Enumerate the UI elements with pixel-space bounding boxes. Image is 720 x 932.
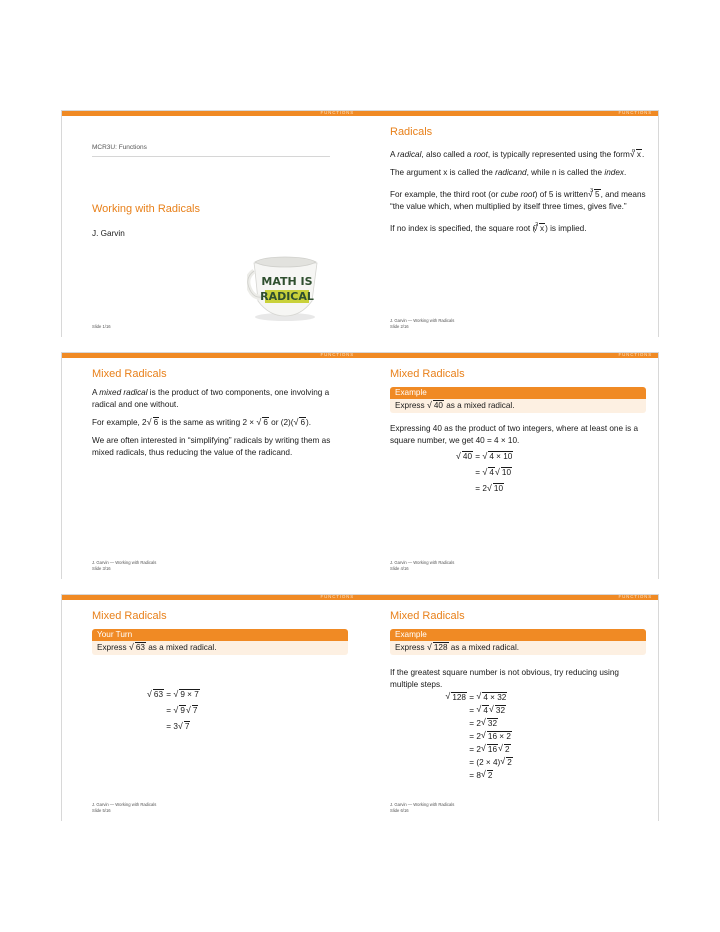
equation-row: = √ 9√ 7 bbox=[142, 703, 200, 719]
author: J. Garvin bbox=[92, 229, 125, 238]
your-turn-block bbox=[92, 629, 348, 655]
slide-6 bbox=[360, 594, 659, 821]
mug-text-line-2: RADICAL bbox=[260, 290, 314, 303]
slide-5 bbox=[61, 594, 360, 821]
equation-row: = √ 4√ 10 bbox=[451, 465, 513, 481]
slide-2 bbox=[360, 110, 659, 337]
presentation-title: Working with Radicals bbox=[92, 203, 201, 215]
slide-title: Mixed Radicals bbox=[92, 368, 167, 380]
slide-3 bbox=[61, 352, 360, 579]
slide-body bbox=[92, 387, 348, 465]
equation-row: = 2√ 10 bbox=[451, 481, 513, 497]
paragraph: Expressing 40 as the product of two integers, where at least one is a square number, we get 40 = 4 × 10. bbox=[390, 424, 639, 445]
equation-row: √ 128 = √ 4 × 32 bbox=[441, 691, 513, 704]
equation-row: = 2√ 16 × 2 bbox=[441, 730, 513, 743]
header-bar: FUNCTIONS bbox=[360, 595, 658, 600]
equation-row: = 8√ 2 bbox=[441, 769, 513, 782]
equation-block bbox=[142, 687, 200, 735]
equation-row: √ 63 = √ 9 × 7 bbox=[142, 687, 200, 703]
equation-row: = 3√ 7 bbox=[142, 719, 200, 735]
slide-footer: J. Garvin — Working with Radicals Slide 2/16 bbox=[390, 318, 455, 329]
paragraph: We are often interested in “simplifying” radicals by writing them as mixed radicals, thus reducing the value of the radicand. bbox=[92, 436, 331, 457]
equation-row: = 2√ 16√ 2 bbox=[441, 743, 513, 756]
paragraph: For example, the third root (or cube root) of 5 is written $^3$√ 5, and means “the value which, when multiplied by itself three times, gives five.” bbox=[390, 185, 646, 213]
your-turn-block-title: Your Turn bbox=[92, 629, 348, 641]
slide-4 bbox=[360, 352, 659, 579]
example-block-body: Express √ 40 as a mixed radical. bbox=[390, 399, 646, 413]
example-block-body: Express √ 128 as a mixed radical. bbox=[390, 641, 646, 655]
header-bar: FUNCTIONS bbox=[62, 353, 360, 358]
slide-title: Radicals bbox=[390, 126, 433, 138]
equation-row: = √ 4√ 32 bbox=[441, 704, 513, 717]
slide-body bbox=[390, 667, 646, 697]
header-bar: FUNCTIONS bbox=[360, 111, 658, 116]
slide-1 bbox=[61, 110, 360, 337]
example-block-title: Example bbox=[390, 387, 646, 399]
slide-footer: J. Garvin — Working with Radicals Slide 6/16 bbox=[390, 802, 455, 813]
math-is-radical-mug-image bbox=[247, 246, 323, 322]
example-block bbox=[390, 629, 646, 655]
paragraph: A radical, also called a root, is typically represented using the form $^n$√ x. bbox=[390, 145, 646, 161]
equation-row: √ 40 = √ 4 × 10 bbox=[451, 449, 513, 465]
example-block bbox=[390, 387, 646, 413]
paragraph: If no index is specified, the square root ($^2$√ x) is implied. bbox=[390, 219, 646, 235]
header-bar: FUNCTIONS bbox=[360, 353, 658, 358]
equation-block bbox=[451, 449, 513, 497]
divider bbox=[92, 156, 330, 157]
slide-body bbox=[390, 423, 646, 453]
slide-title: Mixed Radicals bbox=[390, 368, 465, 380]
slide-body bbox=[390, 145, 646, 241]
paragraph: The argument x is called the radicand, while n is called the index. bbox=[390, 168, 627, 177]
slide-footer: Slide 1/16 bbox=[92, 323, 111, 329]
slide-title: Mixed Radicals bbox=[390, 610, 465, 622]
equation-row: = (2 × 4)√ 2 bbox=[441, 756, 513, 769]
equation-row: = 2√ 32 bbox=[441, 717, 513, 730]
course-label: MCR3U: Functions bbox=[92, 144, 147, 151]
paragraph: A mixed radical is the product of two components, one involving a radical and one without. bbox=[92, 388, 330, 409]
example-block-title: Example bbox=[390, 629, 646, 641]
slide-footer: J. Garvin — Working with Radicals Slide 4/16 bbox=[390, 560, 455, 571]
slide-footer: J. Garvin — Working with Radicals Slide 3/16 bbox=[92, 560, 157, 571]
mug-text-line-1: MATH IS bbox=[261, 275, 313, 288]
slide-title: Mixed Radicals bbox=[92, 610, 167, 622]
slide-footer: J. Garvin — Working with Radicals Slide 5/16 bbox=[92, 802, 157, 813]
equation-block bbox=[441, 691, 513, 782]
paragraph: For example, 2√ 6 is the same as writing 2 × √ 6 or (2)(√ 6). bbox=[92, 417, 348, 429]
header-bar: FUNCTIONS bbox=[62, 595, 360, 600]
paragraph: If the greatest square number is not obvious, try reducing using multiple steps. bbox=[390, 668, 619, 689]
your-turn-block-body: Express √ 63 as a mixed radical. bbox=[92, 641, 348, 655]
header-bar: FUNCTIONS bbox=[62, 111, 360, 116]
